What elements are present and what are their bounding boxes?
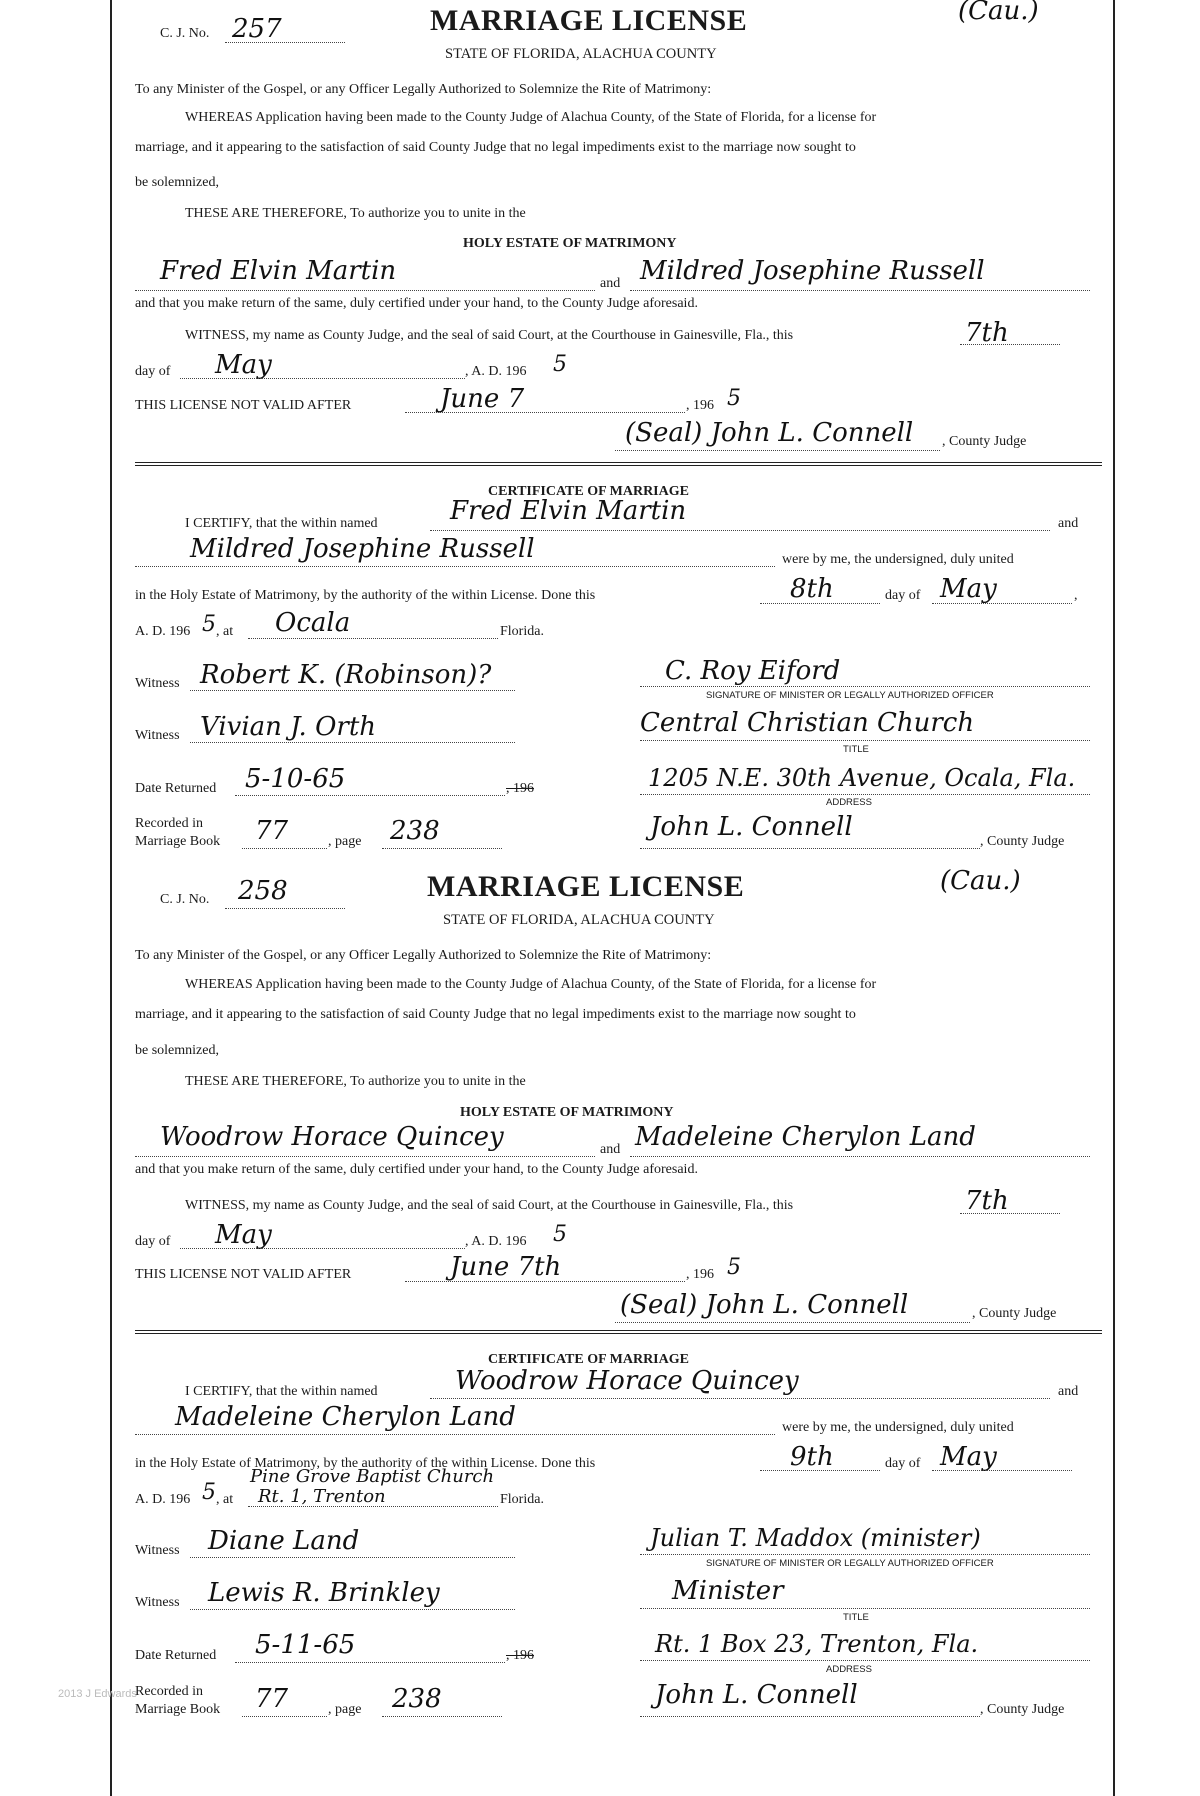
holy-estate-heading: HOLY ESTATE OF MATRIMONY: [460, 1105, 674, 1120]
county-judge-label: , County Judge: [942, 434, 1027, 449]
cj-label: C. J. No.: [160, 26, 210, 41]
license-title: MARRIAGE LICENSE: [427, 870, 745, 903]
recorder-signature: John L. Connell: [650, 812, 853, 842]
groom-name: Fred Elvin Martin: [160, 256, 397, 286]
page-number: 238: [392, 1684, 442, 1714]
done-year-digit: 5: [202, 1480, 216, 1505]
race-note: (Cau.): [958, 0, 1039, 26]
day-of-label: day of: [135, 1234, 171, 1249]
therefore-line: THESE ARE THEREFORE, To authorize you to unite in the: [185, 206, 526, 221]
county-judge-label: , County Judge: [972, 1306, 1057, 1321]
witness-1-label: Witness: [135, 676, 180, 691]
ceremony-place-note: Pine Grove Baptist Church: [250, 1466, 495, 1487]
return-line: and that you make return of the same, duly certified under your hand, to the County Judge aforesaid.: [135, 1162, 698, 1177]
county-judge-label-2: , County Judge: [980, 1702, 1065, 1717]
cert-title: CERTIFICATE OF MARRIAGE: [488, 1352, 689, 1367]
issue-month: May: [215, 350, 272, 380]
witness-line: WITNESS, my name as County Judge, and the seal of said Court, at the Courthouse in Gainesville, Fla., this: [185, 328, 794, 343]
page-label: , page: [328, 834, 362, 849]
whereas-line-2: marriage, and it appearing to the satisfaction of said County Judge that no legal impediments exist to the marriage now sought to: [135, 1007, 856, 1022]
whereas-line-1: WHEREAS Application having been made to the County Judge of Alachua County, of the State of Florida, for a license for: [185, 110, 877, 125]
license-subtitle: STATE OF FLORIDA, ALACHUA COUNTY: [443, 912, 715, 928]
expiry-year-label: , 196: [686, 398, 714, 413]
groom-name: Woodrow Horace Quincey: [160, 1122, 504, 1152]
address-caption: ADDRESS: [826, 1664, 872, 1675]
judge-signature: (Seal) John L. Connell: [625, 418, 914, 448]
comma: ,: [1074, 588, 1078, 603]
done-year-digit: 5: [202, 612, 216, 637]
were-by-me-line: were by me, the undersigned, duly united: [782, 552, 1014, 567]
cert-and-word: and: [1058, 516, 1079, 531]
ad-label-2: A. D. 196: [135, 1492, 191, 1507]
date-returned-label: Date Returned: [135, 781, 217, 796]
county-judge-label-2: , County Judge: [980, 834, 1065, 849]
cj-number: 257: [232, 14, 282, 44]
whereas-line-3: be solemnized,: [135, 175, 219, 190]
cert-and-word: and: [1058, 1384, 1079, 1399]
and-word: and: [600, 276, 621, 291]
minister-title: Central Christian Church: [640, 708, 975, 738]
page-number: 238: [390, 816, 440, 846]
witness-1-name: Diane Land: [208, 1526, 360, 1556]
minister-title: Minister: [672, 1576, 784, 1606]
judge-signature: (Seal) John L. Connell: [620, 1290, 909, 1320]
holy-estate-line: in the Holy Estate of Matrimony, by the authority of the within License. Done this: [135, 588, 596, 603]
recorded-in-label: Recorded in: [135, 1684, 204, 1699]
minister-signature: Julian T. Maddox (minister): [650, 1524, 981, 1552]
ceremony-place: Ocala: [275, 608, 351, 638]
cert-bride-name: Mildred Josephine Russell: [190, 534, 535, 564]
license-subtitle: STATE OF FLORIDA, ALACHUA COUNTY: [445, 46, 717, 62]
day-of-label-2: day of: [885, 588, 921, 603]
not-valid-label: THIS LICENSE NOT VALID AFTER: [135, 398, 352, 413]
bride-name: Mildred Josephine Russell: [640, 256, 985, 286]
expiry-year-digit: 5: [727, 386, 741, 411]
signature-caption: SIGNATURE OF MINISTER OR LEGALLY AUTHORIZED OFFICER: [706, 690, 994, 701]
recorded-in-label: Recorded in: [135, 816, 204, 831]
certify-line: I CERTIFY, that the within named: [185, 516, 378, 531]
left-border-line: [110, 0, 112, 1796]
marriage-book-label: Marriage Book: [135, 834, 221, 849]
expiry-date: June 7th: [450, 1252, 562, 1282]
cert-groom-name: Fred Elvin Martin: [450, 496, 687, 526]
race-note: (Cau.): [940, 866, 1021, 896]
page-label: , page: [328, 1702, 362, 1717]
address-line: To any Minister of the Gospel, or any Officer Legally Authorized to Solemnize the Rite of Matrimony:: [135, 948, 712, 963]
return-line: and that you make return of the same, duly certified under your hand, to the County Judge aforesaid.: [135, 296, 698, 311]
done-month: May: [940, 574, 997, 604]
witness-2-name: Vivian J. Orth: [200, 712, 377, 742]
witness-1-label: Witness: [135, 1543, 180, 1558]
section-divider: [135, 1330, 1102, 1334]
at-label: , at: [216, 624, 234, 639]
florida-label: Florida.: [500, 1492, 544, 1507]
cj-number: 258: [238, 876, 288, 906]
issue-day: 7th: [965, 1186, 1009, 1216]
therefore-line: THESE ARE THEREFORE, To authorize you to unite in the: [185, 1074, 526, 1089]
signature-caption: SIGNATURE OF MINISTER OR LEGALLY AUTHORIZED OFFICER: [706, 1558, 994, 1569]
date-returned-label: Date Returned: [135, 1648, 217, 1663]
ad-label-2: A. D. 196: [135, 624, 191, 639]
minister-address: 1205 N.E. 30th Avenue, Ocala, Fla.: [648, 764, 1076, 792]
at-label: , at: [216, 1492, 234, 1507]
bride-name: Madeleine Cherylon Land: [635, 1122, 976, 1152]
ceremony-place: Rt. 1, Trenton: [258, 1486, 386, 1507]
whereas-line-2: marriage, and it appearing to the satisfaction of said County Judge that no legal impediments exist to the marriage now sought to: [135, 140, 856, 155]
date-returned-suffix: , 196: [506, 1648, 534, 1663]
title-caption: TITLE: [843, 744, 869, 755]
whereas-line-3: be solemnized,: [135, 1043, 219, 1058]
book-number: 77: [255, 816, 289, 846]
cert-bride-name: Madeleine Cherylon Land: [175, 1402, 516, 1432]
watermark: 2013 J Edwards: [58, 1688, 137, 1700]
date-returned: 5-11-65: [255, 1630, 356, 1660]
marriage-book-label: Marriage Book: [135, 1702, 221, 1717]
date-returned: 5-10-65: [245, 764, 346, 794]
witness-1-name: Robert K. (Robinson)?: [200, 660, 492, 690]
day-of-label-2: day of: [885, 1456, 921, 1471]
title-caption: TITLE: [843, 1612, 869, 1623]
witness-2-name: Lewis R. Brinkley: [208, 1578, 440, 1608]
day-of-label: day of: [135, 364, 171, 379]
license-title: MARRIAGE LICENSE: [430, 4, 748, 37]
holy-estate-line: in the Holy Estate of Matrimony, by the authority of the within License. Done this: [135, 1456, 596, 1471]
date-returned-suffix: , 196: [506, 781, 534, 796]
section-divider: [135, 462, 1102, 466]
issue-year-digit: 5: [553, 352, 567, 377]
cert-title: CERTIFICATE OF MARRIAGE: [488, 484, 689, 499]
recorder-signature: John L. Connell: [655, 1680, 858, 1710]
minister-signature: C. Roy Eiford: [665, 656, 841, 686]
expiry-year-digit: 5: [727, 1255, 741, 1280]
cj-label: C. J. No.: [160, 892, 210, 907]
cert-groom-name: Woodrow Horace Quincey: [455, 1366, 799, 1396]
minister-address: Rt. 1 Box 23, Trenton, Fla.: [655, 1630, 979, 1658]
whereas-line-1: WHEREAS Application having been made to the County Judge of Alachua County, of the State of Florida, for a license for: [185, 977, 877, 992]
certify-line: I CERTIFY, that the within named: [185, 1384, 378, 1399]
address-caption: ADDRESS: [826, 797, 872, 808]
ad-label: , A. D. 196: [465, 1234, 527, 1249]
ad-label: , A. D. 196: [465, 364, 527, 379]
expiry-date: June 7: [440, 384, 525, 414]
expiry-year-label: , 196: [686, 1267, 714, 1282]
address-line: To any Minister of the Gospel, or any Officer Legally Authorized to Solemnize the Rite of Matrimony:: [135, 82, 712, 97]
not-valid-label: THIS LICENSE NOT VALID AFTER: [135, 1267, 352, 1282]
holy-estate-heading: HOLY ESTATE OF MATRIMONY: [463, 236, 677, 251]
done-month: May: [940, 1442, 997, 1472]
florida-label: Florida.: [500, 624, 544, 639]
issue-month: May: [215, 1220, 272, 1250]
witness-2-label: Witness: [135, 1595, 180, 1610]
witness-line: WITNESS, my name as County Judge, and the seal of said Court, at the Courthouse in Gainesville, Fla., this: [185, 1198, 794, 1213]
book-number: 77: [255, 1684, 289, 1714]
right-border-line: [1113, 0, 1115, 1796]
witness-2-label: Witness: [135, 728, 180, 743]
issue-year-digit: 5: [553, 1222, 567, 1247]
and-word: and: [600, 1142, 621, 1157]
done-day: 9th: [790, 1442, 834, 1472]
were-by-me-line: were by me, the undersigned, duly united: [782, 1420, 1014, 1435]
issue-day: 7th: [965, 318, 1009, 348]
done-day: 8th: [790, 574, 834, 604]
